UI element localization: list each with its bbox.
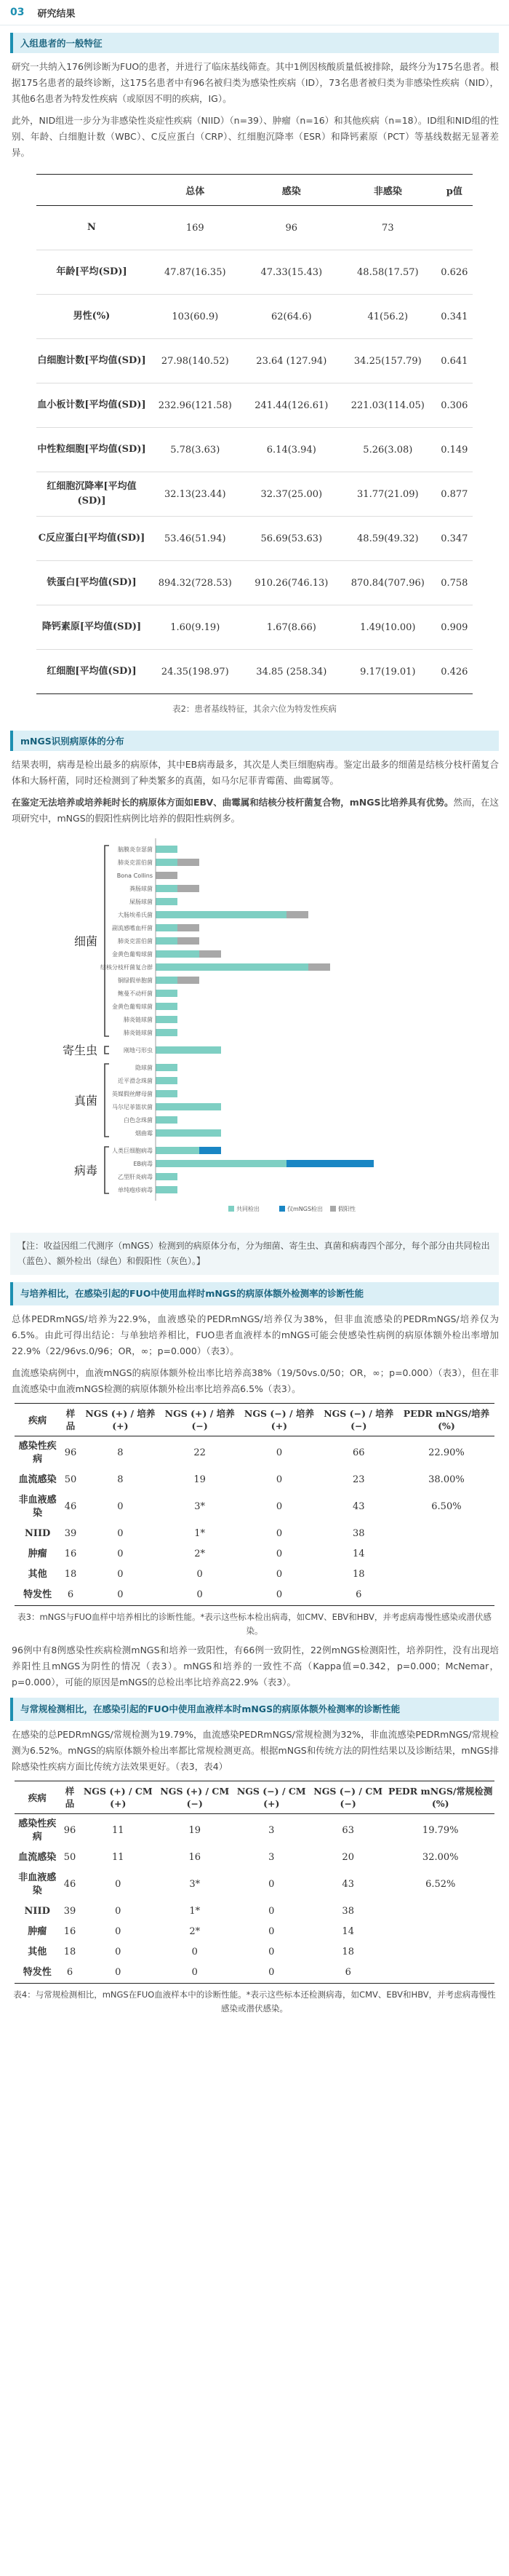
table-cell: 3 — [268, 1825, 275, 1836]
category-label: 金黄色葡萄球菌 — [112, 1003, 153, 1010]
bar-0 — [156, 1129, 221, 1137]
row-label: 非血液感染 — [18, 1495, 57, 1519]
category-label: 鲍曼不动杆菌 — [118, 990, 153, 997]
text: 然而，在这项研究中，mNGS的假阳性病例比培养的假阳性病例多。 — [12, 797, 500, 824]
table-cell: 894.32(728.53) — [147, 561, 244, 605]
table-row — [15, 1963, 494, 1984]
chart-note: 【注：收益因组二代测序（mNGS）检测到的病原体分布，分为细菌、寄生虫、真菌和病毒四个部分，每个部分由共同检出（蓝色）、额外检出（绿色）和假阳性（灰色）。】 — [10, 1233, 499, 1275]
table-cell: 63 — [342, 1825, 354, 1836]
bar-0 — [156, 950, 199, 958]
column-header: PEDR mNGS/常规检测 (%) — [386, 1781, 494, 1814]
category-label: 白色念珠菌 — [124, 1117, 153, 1124]
table-cell: 47.33(15.43) — [244, 250, 340, 295]
row-label: 非血液感染 — [18, 1872, 57, 1896]
table-cell — [398, 1565, 494, 1585]
bar-2 — [177, 937, 199, 945]
table-cell: 16 — [188, 1852, 201, 1863]
bar-0 — [156, 1090, 177, 1097]
table-cell: 0.306 — [436, 383, 473, 428]
group-label: 细菌 — [73, 934, 97, 948]
table-cell: 0 — [276, 1528, 283, 1539]
table-cell: 50 — [64, 1474, 77, 1485]
section-number: 03 — [10, 7, 25, 18]
section-header — [0, 0, 509, 25]
table-cell: 1.60(9.19) — [147, 605, 244, 650]
table-cell: 56.69(53.63) — [244, 517, 340, 561]
table-cell: 232.96(121.58) — [147, 383, 244, 428]
table-cell — [386, 1942, 494, 1963]
column-header: p值 — [436, 175, 473, 206]
column-header: NGS (−) / CM (+) — [233, 1781, 310, 1814]
table-cell — [398, 1544, 494, 1565]
table-cell: 2* — [194, 1549, 206, 1559]
category-label: 屎肠球菌 — [129, 899, 153, 905]
table-cell: 0 — [115, 1926, 121, 1937]
category-label: 近平滑念珠菌 — [118, 1078, 153, 1084]
table-cell: 169 — [147, 206, 244, 250]
table-cell: 0 — [81, 1585, 160, 1606]
table-caption: 表4：与常规检测相比，mNGS在FUO血液样本中的诊断性能。*表示这些标本还检测病毒，如CMV、EBV和HBV，并考虑病毒慢性感染或潜伏感染。 — [13, 1989, 496, 2014]
bar-2 — [199, 950, 221, 958]
paragraph: 总体PEDRmNGS/培养为22.9%，血液感染的PEDRmNGS/培养仅为38%，但非血流感染的PEDRmNGS/培养仅为6.5%。由此可得出结论：与单独培养相比，FUO患者血液样本的mNGS可能会使感染性病例的病原体额外检出率增加22.9%（22/96vs.0/96；OR，∞；p=0.000）（表3）。 — [12, 1313, 499, 1356]
table-cell: 18 — [352, 1569, 365, 1580]
table-cell: 32.00% — [422, 1852, 459, 1863]
row-label: NIID — [24, 1906, 50, 1917]
legend-swatch — [330, 1206, 336, 1212]
table-cell: 0 — [115, 1879, 121, 1890]
table-row — [15, 1436, 494, 1471]
bar-0 — [156, 846, 177, 853]
table-caption: 表2：患者基线特征，其余六位为特发性疾病 — [172, 704, 337, 714]
row-label: 感染性疾病 — [18, 1441, 57, 1465]
column-header: 非感染 — [340, 175, 436, 206]
table-cell: 0 — [160, 1585, 239, 1606]
table-row — [36, 383, 473, 428]
row-label: 年龄[平均(SD)] — [36, 250, 147, 295]
bar-0 — [156, 963, 308, 971]
legend-label: 共同检出 — [236, 1206, 260, 1212]
group-brace — [105, 1147, 109, 1193]
table-row — [36, 472, 473, 517]
table-cell: 910.26(746.13) — [244, 561, 340, 605]
table-cell: 6.14(3.94) — [244, 428, 340, 472]
subsection-title: 与常规检测相比，在感染引起的FUO中使用血液样本时mNGS的病原体额外检测率的诊断性能 — [10, 1698, 499, 1721]
table-cell: 0 — [115, 1947, 121, 1957]
table-row — [15, 1848, 494, 1868]
table-cell: 1* — [189, 1906, 201, 1917]
column-header: 总体 — [147, 175, 244, 206]
table-cell: 47.87(16.35) — [147, 250, 244, 295]
chart-svg — [10, 834, 499, 1227]
table-cell: 1* — [194, 1528, 206, 1539]
row-label: 血流感染 — [18, 1852, 57, 1863]
table-cell: 32.37(25.00) — [244, 472, 340, 517]
subsection-title: 与培养相比，在感染引起的FUO中使用血样时mNGS的病原体额外检测率的诊断性能 — [10, 1282, 499, 1305]
table-cell: 19 — [188, 1825, 201, 1836]
bar-1 — [199, 1147, 221, 1154]
row-label: C反应蛋白[平均值(SD)] — [36, 517, 147, 561]
table-row — [15, 1544, 494, 1565]
legend-label: 仅mNGS检出 — [287, 1206, 324, 1212]
column-header: 样品 — [60, 1781, 79, 1814]
bar-0 — [156, 859, 177, 866]
table-cell: 14 — [342, 1926, 354, 1937]
table-row — [15, 1565, 494, 1585]
table4 — [15, 1781, 494, 1984]
subsection-title: mNGS识别病原体的分布 — [10, 731, 499, 751]
table-cell: 46 — [63, 1879, 76, 1890]
table-cell: 0.347 — [436, 517, 473, 561]
table-cell: 53.46(51.94) — [147, 517, 244, 561]
table-row — [36, 517, 473, 561]
category-label: 脑膜炎奈瑟菌 — [118, 846, 153, 853]
paragraph — [12, 795, 499, 827]
table-cell: 66 — [352, 1447, 365, 1458]
table-cell: 96 — [64, 1447, 77, 1458]
bar-0 — [156, 977, 177, 984]
group-brace — [105, 846, 109, 1036]
table-cell: 46 — [64, 1501, 77, 1512]
bar-0 — [156, 1173, 177, 1180]
table-cell: 19.79% — [422, 1825, 459, 1836]
table-cell: 8 — [117, 1474, 124, 1485]
table-cell: 0 — [191, 1947, 198, 1957]
column-header — [36, 175, 147, 206]
bar-2 — [177, 859, 199, 866]
table-cell: 870.84(707.96) — [340, 561, 436, 605]
table-row — [36, 650, 473, 694]
row-label: 血流感染 — [18, 1474, 57, 1485]
category-label: 大肠埃希氏菌 — [118, 912, 153, 918]
table-cell: 0 — [276, 1474, 283, 1485]
table-cell: 27.98(140.52) — [147, 339, 244, 383]
table-cell: 0 — [117, 1528, 124, 1539]
table-cell: 0 — [117, 1501, 124, 1512]
group-brace — [105, 1046, 109, 1054]
table-cell: 0.341 — [436, 295, 473, 339]
table-row — [36, 206, 473, 250]
table-row — [15, 1470, 494, 1490]
column-header: NGS (−) / 培养 (+) — [239, 1404, 318, 1436]
group-brace — [105, 1064, 109, 1137]
category-label: EB病毒 — [133, 1161, 153, 1167]
table-cell: 0 — [196, 1569, 203, 1580]
table-cell: 23 — [352, 1474, 365, 1485]
table-cell: 0 — [276, 1569, 283, 1580]
pathogen-chart — [10, 834, 499, 1227]
table-cell: 0.641 — [436, 339, 473, 383]
table-cell: 1.49(10.00) — [340, 605, 436, 650]
table-cell — [436, 206, 473, 250]
row-label: 降钙素原[平均值(SD)] — [36, 605, 147, 650]
legend-swatch — [228, 1206, 234, 1212]
table-cell: 6 — [60, 1585, 80, 1606]
table-cell: 241.44(126.61) — [244, 383, 340, 428]
legend-label: 假阳性 — [338, 1206, 356, 1212]
table-cell: 2* — [189, 1926, 201, 1937]
table-cell: 0 — [268, 1947, 275, 1957]
table-cell: 0 — [80, 1963, 156, 1984]
category-label: 肺炎克雷伯菌 — [118, 859, 153, 866]
table-cell: 5.78(3.63) — [147, 428, 244, 472]
bar-0 — [156, 1016, 177, 1023]
category-label: 粪肠球菌 — [129, 886, 153, 892]
bar-0 — [156, 1029, 177, 1036]
row-label: N — [36, 206, 147, 250]
table-cell: 11 — [112, 1852, 124, 1863]
bar-0 — [156, 885, 177, 892]
table-cell: 5.26(3.08) — [340, 428, 436, 472]
paragraph: 在感染的总PEDRmNGS/常规检测为19.79%，血流感染PEDRmNGS/常规检测为32%，非血流感染PEDRmNGS/常规检测为6.52%。mNGS的病原体额外检出率都比常规检测更高。根据mNGS和传统方法的阴性结果以及诊断结果，mNGS排除感染性疾病方面比传统方法效果更好。（表3，表4） — [12, 1729, 499, 1772]
row-label: 血小板计数[平均值(SD)] — [36, 383, 147, 428]
table-row — [15, 1901, 494, 1922]
table-cell: 48.59(49.32) — [340, 517, 436, 561]
category-label: 刚地弓形虫 — [124, 1047, 153, 1054]
table-cell: 16 — [64, 1549, 77, 1559]
table-cell — [398, 1524, 494, 1544]
table-cell: 43 — [342, 1879, 354, 1890]
group-label: 寄生虫 — [62, 1043, 97, 1057]
bar-2 — [177, 885, 199, 892]
category-label: 肺炎链球菌 — [124, 1017, 153, 1023]
category-label: 金黄色葡萄球菌 — [112, 951, 153, 958]
bold-text: 在鉴定无法培养或培养耗时长的病原体方面如EBV、曲霉属和结核分枝杆菌复合物，mNGS比培养具有优势。 — [12, 797, 454, 808]
table-cell: 6 — [60, 1963, 79, 1984]
table-cell: 39 — [64, 1528, 77, 1539]
row-label: 红细胞[平均值(SD)] — [36, 650, 147, 694]
category-label: 隐球菌 — [135, 1065, 153, 1071]
table-cell: 18 — [342, 1947, 354, 1957]
table-row — [15, 1524, 494, 1544]
column-header: 疾病 — [15, 1404, 60, 1436]
table-cell: 39 — [63, 1906, 76, 1917]
table-cell: 0 — [268, 1879, 275, 1890]
section-title: 研究结果 — [37, 8, 76, 20]
table-cell: 22.90% — [428, 1447, 465, 1458]
table-cell: 14 — [352, 1549, 365, 1559]
row-label: 中性粒细胞[平均值(SD)] — [36, 428, 147, 472]
column-header: NGS (+) / CM (−) — [156, 1781, 233, 1814]
table-cell: 0.877 — [436, 472, 473, 517]
group-label: 真菌 — [73, 1094, 97, 1108]
bar-2 — [177, 924, 199, 931]
table-row — [15, 1490, 494, 1524]
table-cell: 50 — [63, 1852, 76, 1863]
bar-1 — [286, 1160, 374, 1167]
bar-2 — [286, 911, 308, 918]
table-cell: 18 — [63, 1947, 76, 1957]
table-row — [15, 1942, 494, 1963]
table-row — [15, 1814, 494, 1848]
paragraph: 此外，NID组进一步分为非感染性炎症性疾病（NIID）（n=39）、肿瘤（n=16）和其他疾病（n=18）。ID组和NID组的性别、年龄、白细胞计数（WBC）、C反应蛋白（CRP）、红细胞沉降率（ESR）和降钙素原（PCT）等基线数据无显著差异。 — [12, 115, 499, 158]
bar-0 — [156, 1160, 286, 1167]
subsection-title: 入组患者的一般特征 — [10, 33, 499, 53]
table-cell: 20 — [342, 1852, 354, 1863]
table-row — [15, 1922, 494, 1942]
table-cell: 96 — [244, 206, 340, 250]
table-cell: 73 — [340, 206, 436, 250]
row-label: 特发性 — [15, 1963, 60, 1984]
category-label: 乙型肝炎病毒 — [118, 1174, 153, 1180]
row-label: 白细胞计数[平均值(SD)] — [36, 339, 147, 383]
row-label: 红细胞沉降率[平均值(SD)] — [36, 472, 147, 517]
table-cell: 6.50% — [431, 1501, 462, 1512]
table-cell: 0.149 — [436, 428, 473, 472]
category-label: 马尔尼菲篮状菌 — [112, 1104, 153, 1110]
table-cell: 0 — [268, 1926, 275, 1937]
table-cell: 23.64 (127.94) — [244, 339, 340, 383]
bar-0 — [156, 911, 286, 918]
table-cell: 0 — [239, 1585, 318, 1606]
category-label: 肺炎克雷伯菌 — [118, 938, 153, 945]
paragraph: 血流感染病例中，血液mNGS的病原体额外检出率比培养高38%（19/50vs.0/50；OR，∞；p=0.000）（表3），但在非血流感染中血液mNGS检测的病原体额外检出率比培养高6.5%（表3）。 — [12, 1367, 499, 1394]
table3 — [15, 1403, 494, 1606]
category-label: 铜绿假单胞菌 — [118, 977, 153, 984]
category-label: 英媒假丝酵母菌 — [112, 1091, 153, 1097]
table-cell: 16 — [63, 1926, 76, 1937]
table-cell: 31.77(21.09) — [340, 472, 436, 517]
category-label: 肺炎链球菌 — [124, 1030, 153, 1036]
column-header: NGS (−) / CM (−) — [310, 1781, 386, 1814]
table-cell: 0 — [276, 1447, 283, 1458]
table-row — [36, 250, 473, 295]
table-cell: 41(56.2) — [340, 295, 436, 339]
table-cell: 19 — [193, 1474, 206, 1485]
table-cell: 3* — [194, 1501, 206, 1512]
bar-0 — [156, 1064, 177, 1071]
table-cell: 0 — [115, 1906, 121, 1917]
table-cell — [386, 1901, 494, 1922]
table-cell: 0.758 — [436, 561, 473, 605]
table-cell: 38.00% — [428, 1474, 465, 1485]
table-cell: 0.626 — [436, 250, 473, 295]
table-cell: 0 — [233, 1963, 310, 1984]
table-cell: 6 — [319, 1585, 398, 1606]
bar-2 — [156, 872, 177, 879]
column-header: PEDR mNGS/培养 (%) — [398, 1404, 494, 1436]
table-cell: 0.909 — [436, 605, 473, 650]
category-label: 人类巨细胞病毒 — [112, 1148, 153, 1154]
table-cell: 6.52% — [425, 1879, 456, 1890]
row-label: 铁蛋白[平均值(SD)] — [36, 561, 147, 605]
table-cell: 18 — [64, 1569, 77, 1580]
table-cell: 34.25(157.79) — [340, 339, 436, 383]
table-cell: 11 — [112, 1825, 124, 1836]
bar-0 — [156, 990, 177, 997]
table-row — [15, 1868, 494, 1901]
table-cell: 0 — [117, 1549, 124, 1559]
table-cell: 0 — [276, 1501, 283, 1512]
column-header: NGS (+) / CM (+) — [80, 1781, 156, 1814]
bar-0 — [156, 1103, 221, 1110]
table-cell — [398, 1585, 494, 1606]
bar-0 — [156, 1116, 177, 1124]
row-label: 感染性疾病 — [18, 1818, 57, 1842]
table-cell: 24.35(198.97) — [147, 650, 244, 694]
table-caption: 表3：mNGS与FUO血样中培养相比的诊断性能。*表示这些标本检出病毒，如CMV、EBV和HBV，并考虑病毒慢性感染或潜伏感染。 — [17, 1612, 492, 1636]
bar-0 — [156, 1147, 199, 1154]
bar-0 — [156, 1186, 177, 1193]
table-cell: 0 — [276, 1549, 283, 1559]
column-header: NGS (−) / 培养 (−) — [319, 1404, 398, 1436]
table-cell: 96 — [63, 1825, 76, 1836]
group-label: 病毒 — [73, 1164, 97, 1177]
column-header: NGS (+) / 培养 (−) — [160, 1404, 239, 1436]
category-label: 单纯疱疹病毒 — [118, 1187, 153, 1193]
table-row — [15, 1585, 494, 1606]
table-cell: 8 — [117, 1447, 124, 1458]
row-label: 男性(%) — [36, 295, 147, 339]
table-cell — [386, 1963, 494, 1984]
bar-0 — [156, 937, 177, 945]
paragraph: 研究一共纳入176例诊断为FUO的患者，并进行了临床基线筛查。其中1例因核酸质量低被排除，最终分为175名患者。根据175名患者的最终诊断，这175名患者中有96名被归类为感染性疾病（ID），73名患者被归类为非感染性疾病（NID），其他6名患者为特发性疾病（或原因不明的疾病，IG）。 — [12, 61, 499, 104]
table-cell: 1.67(8.66) — [244, 605, 340, 650]
legend-swatch — [279, 1206, 285, 1212]
paragraph: 结果表明，病毒是检出最多的病原体，其中EB病毒最多，其次是人类巨细胞病毒。鉴定出最多的细菌是结核分枝杆菌复合体和大肠杆菌，同时还检测到了种类繁多的真菌，如马尔尼菲青霉菌、曲霉属等。 — [12, 759, 499, 786]
category-label: Bona Collins — [116, 872, 153, 879]
table-cell: 103(60.9) — [147, 295, 244, 339]
table-cell: 0 — [117, 1569, 124, 1580]
baseline-table — [36, 174, 473, 694]
row-label: 其他 — [28, 1947, 47, 1957]
row-label: 肿瘤 — [28, 1549, 47, 1559]
table-row — [36, 295, 473, 339]
bar-0 — [156, 1046, 221, 1054]
table-cell: 9.17(19.01) — [340, 650, 436, 694]
row-label: NIID — [25, 1528, 51, 1539]
table-cell: 3* — [189, 1879, 201, 1890]
table-cell: 32.13(23.44) — [147, 472, 244, 517]
bar-2 — [177, 977, 199, 984]
table-cell: 3 — [268, 1852, 275, 1863]
paragraph: 96例中有8例感染性疾病检测mNGS和培养一致阳性，有66例一致阴性，22例mNGS检测阳性，培养阴性，没有出现培养阳性且mNGS为阴性的情况（表3）。mNGS和培养的一致性不高（Kappa值=0.342，p=0.000；McNemar，p=0.000），可能的原因是mNGS的总检出率比培养高22.9%（表3）。 — [12, 1645, 499, 1687]
table-cell: 62(64.6) — [244, 295, 340, 339]
table-cell: 0 — [156, 1963, 233, 1984]
table-row — [36, 339, 473, 383]
row-label: 肿瘤 — [28, 1926, 47, 1937]
bar-0 — [156, 1003, 177, 1010]
row-label: 特发性 — [15, 1585, 60, 1606]
row-label: 其他 — [28, 1569, 47, 1580]
column-header: 感染 — [244, 175, 340, 206]
bar-0 — [156, 898, 177, 905]
bar-2 — [308, 963, 330, 971]
column-header: 样品 — [60, 1404, 80, 1436]
table-cell: 221.03(114.05) — [340, 383, 436, 428]
table-cell: 6 — [310, 1963, 386, 1984]
table-cell: 22 — [193, 1447, 206, 1458]
table-row — [36, 561, 473, 605]
table-cell: 48.58(17.57) — [340, 250, 436, 295]
column-header: NGS (+) / 培养 (+) — [81, 1404, 160, 1436]
table-row — [36, 605, 473, 650]
table-cell: 0.426 — [436, 650, 473, 694]
category-label: 副流感嗜血杆菌 — [112, 925, 153, 931]
bar-0 — [156, 924, 177, 931]
category-label: 烟曲霉 — [135, 1130, 153, 1137]
bar-0 — [156, 1077, 177, 1084]
table-row — [36, 428, 473, 472]
table-cell — [386, 1922, 494, 1942]
table-cell: 34.85 (258.34) — [244, 650, 340, 694]
table-cell: 0 — [268, 1906, 275, 1917]
column-header: 疾病 — [15, 1781, 60, 1814]
table-cell: 43 — [352, 1501, 365, 1512]
category-label: 结核分枝杆菌复合群 — [100, 964, 153, 971]
table-cell: 38 — [342, 1906, 354, 1917]
table-cell: 38 — [352, 1528, 365, 1539]
